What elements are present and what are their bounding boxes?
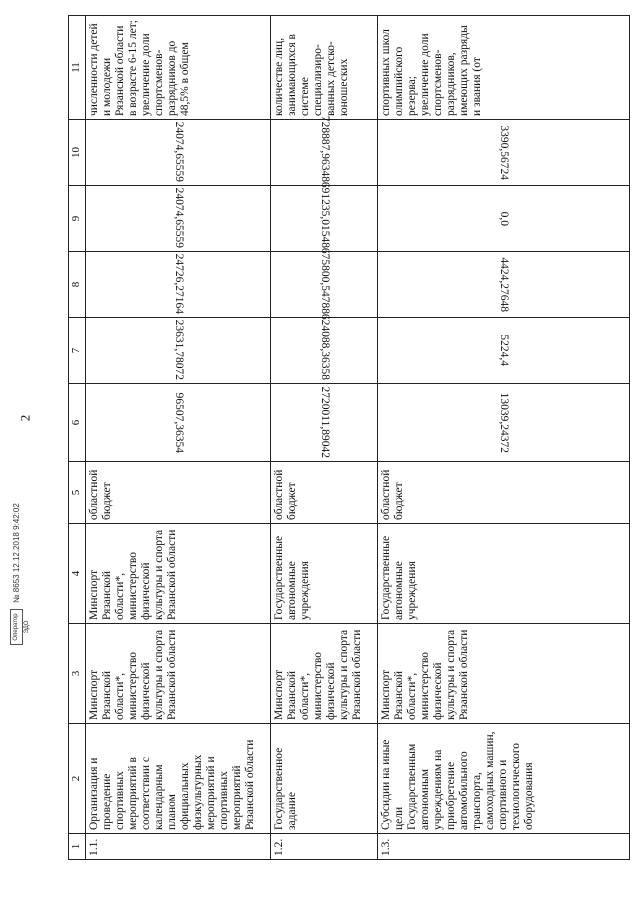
row-source: областной бюджет bbox=[86, 462, 271, 524]
row-year3: 0,0 bbox=[378, 186, 630, 252]
row-total: 2720011,89042 bbox=[271, 384, 378, 462]
rotated-table-container bbox=[68, 16, 630, 860]
row-year3: 24074,65559 bbox=[86, 186, 271, 252]
row-id: 1.2. bbox=[271, 834, 378, 860]
row-result: численности детей и молодежи Рязанской области в возрасте 6-15 лет; увеличение доли спортсменов-разрядников до 48,5% в общем bbox=[86, 16, 271, 120]
row-executor: Государственные автономные учреждения bbox=[271, 524, 378, 624]
page-number: 2 bbox=[17, 414, 33, 422]
row-coordinator: Минспорт Рязанской области*, министерство физической культуры и спорта Рязанской области bbox=[378, 624, 630, 724]
row-year2: 4424,27648 bbox=[378, 252, 630, 318]
row-total: 13039,24372 bbox=[378, 384, 630, 462]
row-year1: 5224,4 bbox=[378, 318, 630, 384]
header-cell: 3 bbox=[69, 624, 86, 724]
row-year2: 675800,54788 bbox=[271, 252, 378, 318]
row-result: спортивных школ олимпийского резерва; увеличение доли спортсменов-разрядников, имеющих разряды и звания (от bbox=[378, 16, 630, 120]
row-source: областной бюджет bbox=[378, 462, 630, 524]
document-footer bbox=[8, 385, 30, 645]
row-year4: 3390,56724 bbox=[378, 120, 630, 186]
row-name: Организация и проведение спортивных мероприятий в соответствии с календарным планом официальных физкультурных мероприятий и спортивных мероприятий Рязанской области bbox=[86, 724, 271, 834]
row-year4: 24074,65559 bbox=[86, 120, 271, 186]
row-coordinator: Минспорт Рязанской области*, министерство физической культуры и спорта Рязанской области bbox=[86, 624, 271, 724]
row-year1: 23631,78072 bbox=[86, 318, 271, 384]
row-result: количестве лиц, занимающихся в системе специализиро-ванных детско-юношеских bbox=[271, 16, 378, 120]
header-cell: 5 bbox=[69, 462, 86, 524]
row-name: Государственное задание bbox=[271, 724, 378, 834]
row-id: 1.1. bbox=[86, 834, 271, 860]
edo-logo: Оператор ЭДО bbox=[10, 609, 23, 645]
table-row bbox=[271, 16, 378, 860]
header-cell: 11 bbox=[69, 16, 86, 120]
table-row bbox=[378, 16, 630, 860]
row-coordinator: Минспорт Рязанской области*, министерство физической культуры и спорта Рязанской области bbox=[271, 624, 378, 724]
row-year1: 624088,36358 bbox=[271, 318, 378, 384]
row-id: 1.3. bbox=[378, 834, 630, 860]
row-name: Субсидии на иные цели Государственным автономным учреждениям на приобретение автомобильного транспорта, самоходных машин, спортивного и технологического оборудования bbox=[378, 724, 630, 834]
row-executor: Государственные автономные учреждения bbox=[378, 524, 630, 624]
row-source: областной бюджет bbox=[271, 462, 378, 524]
document-reference: № 8653 12.12.2018 9:42:02 bbox=[11, 503, 21, 603]
row-executor: Минспорт Рязанской области*, министерство физической культуры и спорта Рязанской области bbox=[86, 524, 271, 624]
header-cell: 2 bbox=[69, 724, 86, 834]
header-cell: 8 bbox=[69, 252, 86, 318]
row-year4: 728887,96348 bbox=[271, 120, 378, 186]
header-row bbox=[69, 16, 86, 860]
row-total: 96507,36354 bbox=[86, 384, 271, 462]
row-year3: 691235,01548 bbox=[271, 186, 378, 252]
header-cell: 7 bbox=[69, 318, 86, 384]
top-edge-mark bbox=[576, 0, 638, 7]
landscape-table bbox=[68, 16, 630, 860]
header-cell: 1 bbox=[69, 834, 86, 860]
program-table bbox=[68, 15, 630, 860]
table-row bbox=[86, 16, 271, 860]
header-cell: 9 bbox=[69, 186, 86, 252]
header-cell: 6 bbox=[69, 384, 86, 462]
row-year2: 24726,27164 bbox=[86, 252, 271, 318]
header-cell: 4 bbox=[69, 524, 86, 624]
header-cell: 10 bbox=[69, 120, 86, 186]
